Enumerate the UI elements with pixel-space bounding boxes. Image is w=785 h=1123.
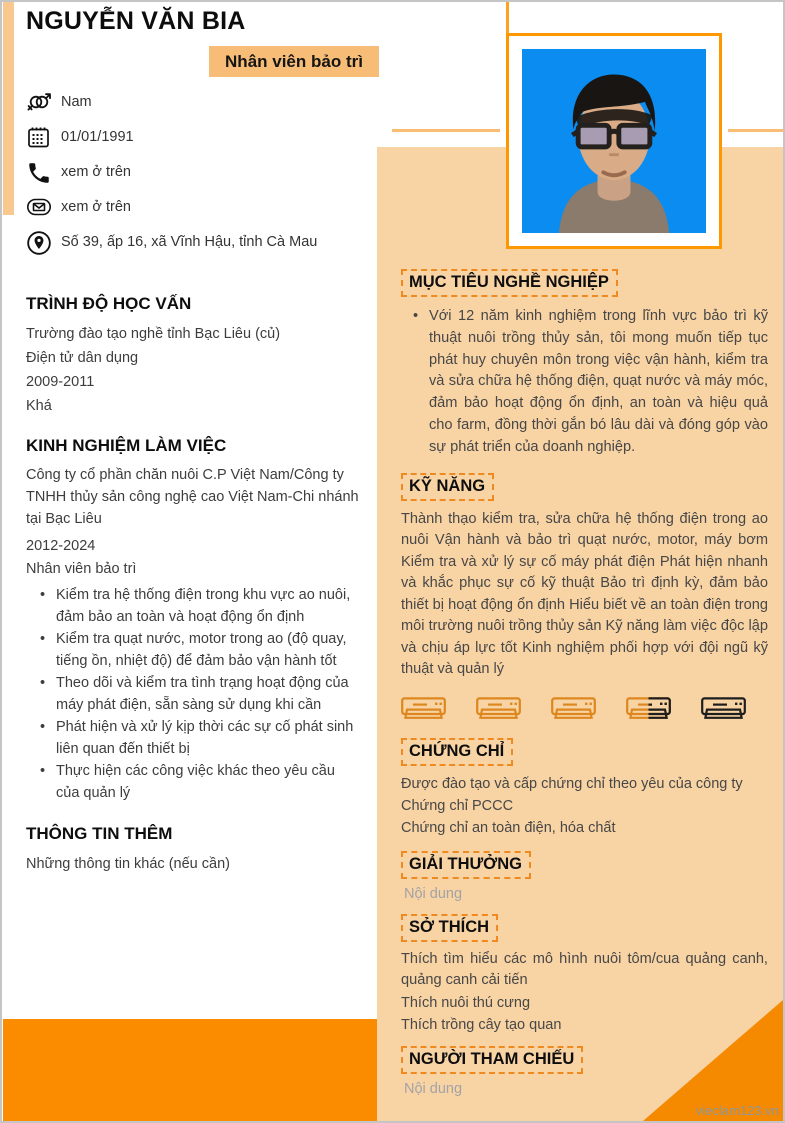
location-icon [26,230,52,254]
education-grade: Khá [26,398,52,414]
email-value: xem ở trên [61,199,131,215]
candidate-name: NGUYỄN VĂN BIA [26,7,246,35]
objective-list [401,306,768,459]
gender-value: Nam [61,94,92,110]
hobbies-heading: SỞ THÍCH [401,914,498,942]
references-placeholder: Nội dung [404,1080,463,1097]
contact-row-address [26,230,371,254]
experience-bullet-list [26,585,359,804]
certificate-line: Chứng chỉ an toàn điện, hóa chất [401,819,616,836]
experience-company: Công ty cổ phần chăn nuôi C.P Việt Nam/Công ty TNHH thủy sản công nghệ cao Việt Nam-Chi nhánh tại Bạc Liêu [26,467,359,527]
left-accent-strip [3,2,14,215]
experience-bullet: • Kiểm tra hệ thống điện trong khu vực ao nuôi, đảm bảo an toàn và hoạt động ổn định [26,585,359,628]
phone-icon [26,160,52,184]
right-column [379,149,783,1097]
watermark: vieclam123.vn [695,1103,779,1118]
gender-icon [26,90,52,114]
experience-period: 2012-2024 [26,538,96,554]
job-title-badge: Nhân viên bảo trì [209,46,379,77]
aircon-rating-icon [701,697,746,720]
contact-row-gender [26,90,371,114]
experience-bullet: • Phát hiện và xử lý kịp thời các sự cố phát sinh liên quan đến thiết bị [26,717,359,760]
skills-text: Thành thạo kiểm tra, sửa chữa hệ thống điện trong ao nuôi Vận hành và bảo trì quạt nước, motor, máy bơm Kiểm tra và xử lý sự cố máy phát điện Phát hiện nhanh và khắc phục sự cố kỹ thuật Bảo trì định kỳ, đảm bảo thiết bị hoạt động ổn định Hiểu biết về an toàn điện trong môi trường nuôi trồng thủy sản Kỹ năng làm việc độc lập và chịu áp lực tốt Kinh nghiệm phối hợp với đội ngũ kỹ thuật và quản lý [401,510,768,678]
aircon-rating-icon [401,697,446,720]
experience-bullet: • Kiểm tra quạt nước, motor trong ao (độ quay, tiếng ồn, nhiệt độ) để đảm bảo vận hành tốt [26,629,359,672]
additional-info-text: Những thông tin khác (nếu cần) [26,856,230,872]
left-column [26,294,359,876]
experience-bullet: • Thực hiện các công việc khác theo yêu cầu của quản lý [26,761,359,804]
hobby-line: Thích trồng cây tạo quan [401,1016,562,1033]
skills-heading: KỸ NĂNG [401,473,494,501]
awards-heading: GIẢI THƯỞNG [401,851,531,879]
email-icon [26,195,52,219]
aircon-rating-icon [626,697,671,720]
photo-frame-top-line [506,2,509,36]
skills-section [401,473,768,720]
calendar-icon [26,125,52,149]
additional-info-heading: THÔNG TIN THÊM [26,824,173,843]
experience-bullet: • Theo dõi và kiểm tra tình trạng hoạt động của máy phát điện, sẵn sàng sử dụng khi cần [26,673,359,716]
aircon-rating-icon [551,697,596,720]
aircon-rating-icon [476,697,521,720]
education-major: Điện tử dân dụng [26,350,139,366]
awards-placeholder: Nội dung [404,885,463,902]
phone-value: xem ở trên [61,164,131,180]
contact-row-dob [26,125,371,149]
objective-section [401,269,768,459]
hobby-line: Thích tìm hiểu các mô hình nuôi tôm/cua quảng canh, quảng canh cải tiến [401,950,768,989]
contact-row-phone [26,160,371,184]
certificate-line: Được đào tạo và cấp chứng chỉ theo yêu của công ty [401,775,743,792]
contact-section [26,90,371,265]
education-school: Trường đào tạo nghề tỉnh Bạc Liêu (củ) [26,326,281,342]
hobby-line: Thích nuôi thú cưng [401,994,531,1011]
references-heading: NGƯỜI THAM CHIẾU [401,1046,583,1074]
certificate-line: Chứng chỉ PCCC [401,797,514,814]
left-divider-line [392,129,500,132]
certificates-section [401,738,768,839]
address-value: Số 39, ấp 16, xã Vĩnh Hậu, tỉnh Cà Mau [61,234,318,250]
experience-role: Nhân viên bảo trì [26,561,137,577]
experience-heading: KINH NGHIỆM LÀM VIỆC [26,436,227,455]
hobbies-section [401,914,768,1036]
objective-text: • Với 12 năm kinh nghiệm trong lĩnh vực bảo trì kỹ thuật nuôi trồng thủy sản, tôi mong muốn tiếp tục phát huy chuyên môn trong việc vận hành, kiểm tra và sửa chữa hệ thống điện, quạt nước và máy móc, đảm bảo hoạt động ổn định, an toàn và hiệu quả cho farm, đồng thời gắn bó lâu dài và đóng góp vào sự phát triển của doanh nghiệp. [401,306,768,459]
right-divider-line [728,129,783,132]
skill-rating [401,697,768,720]
dob-value: 01/01/1991 [61,129,134,145]
education-period: 2009-2011 [26,374,95,390]
education-heading: TRÌNH ĐỘ HỌC VẤN [26,294,192,313]
footer-band [3,1019,377,1121]
contact-row-email [26,195,371,219]
awards-section [401,851,768,902]
certificates-heading: CHỨNG CHỈ [401,738,513,766]
objective-heading: MỤC TIÊU NGHỀ NGHIỆP [401,269,618,297]
